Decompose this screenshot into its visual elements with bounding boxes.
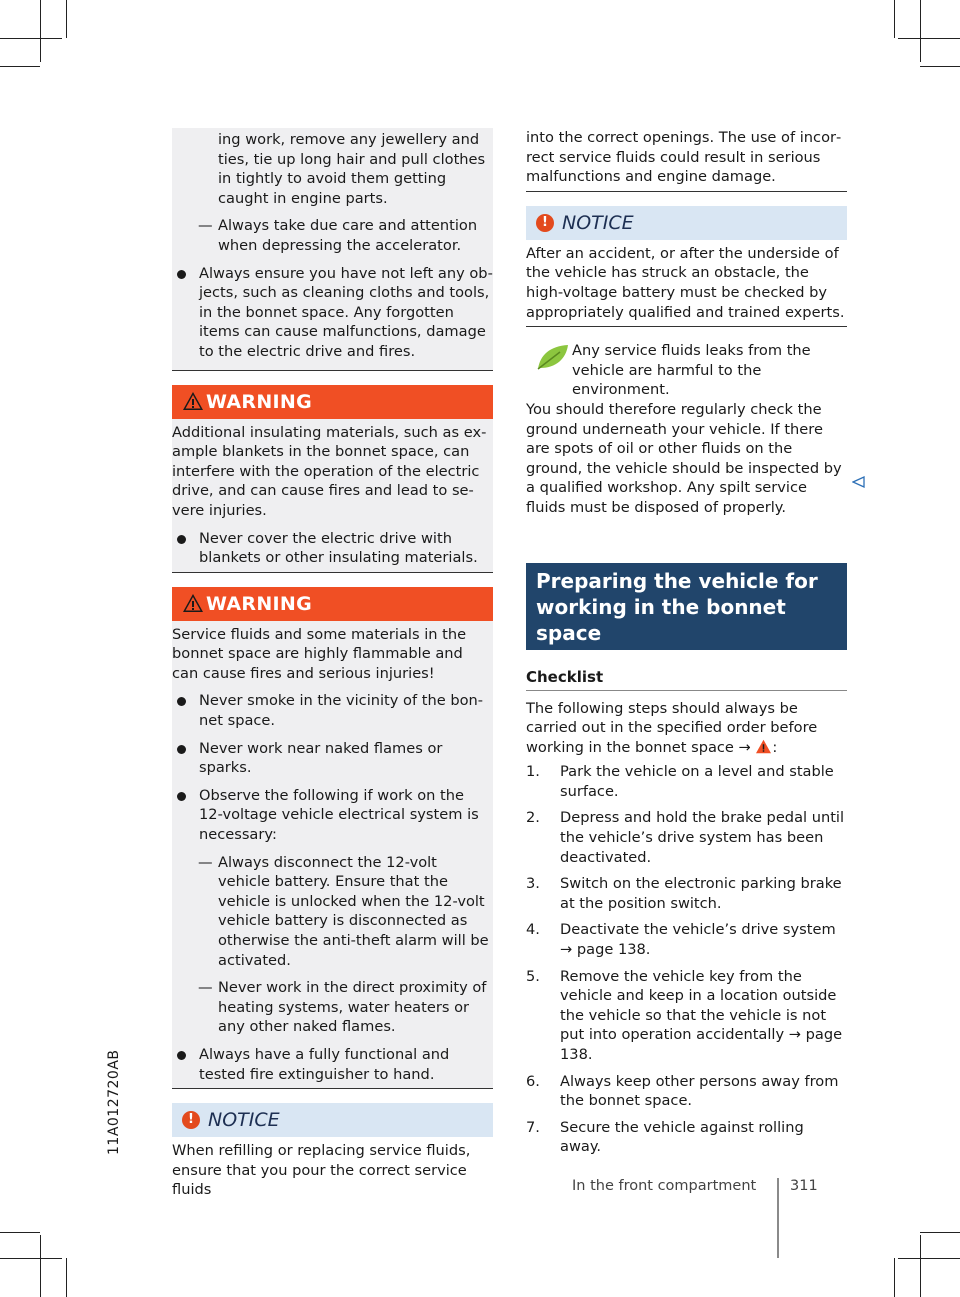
step-text: Switch on the electronic parking brake at the position switch.: [560, 875, 842, 912]
step-number: 1.: [526, 763, 540, 781]
crop-mark: [898, 38, 960, 39]
list-item: [526, 762, 847, 801]
dash-item-text: ing work, remove any jewellery and ties, tie up long hair and pull clothes in tightly to avoid them getting caught in engine parts.: [218, 131, 486, 207]
footer-section: In the front compartment: [572, 1178, 757, 1194]
crop-mark: [0, 66, 40, 67]
crop-mark: [894, 1258, 895, 1297]
warning-header: [172, 385, 493, 419]
bullet-item: [172, 691, 489, 730]
environment-lead: Any service fluids leaks from the vehicle are harmful to the environment.: [572, 342, 811, 399]
warning-body: [172, 419, 493, 572]
page-number: 311: [790, 1178, 818, 1194]
list-item: [526, 967, 847, 1065]
crop-mark: [920, 1232, 960, 1233]
dash-item: [172, 130, 493, 208]
dash-marker: —: [198, 217, 213, 235]
crop-mark: [920, 0, 921, 62]
safety-continuation-box: [172, 128, 493, 370]
bullet-icon: [177, 1051, 186, 1060]
bullet-item-text: Observe the following if work on the 12-voltage vehicle electrical system is necessary:: [199, 786, 479, 844]
crop-mark: [66, 1258, 67, 1297]
warning-text: Service fluids and some materials in the bonnet space are highly flammable and can cause fires and serious injuries!: [172, 625, 467, 682]
notice-title: NOTICE: [562, 211, 634, 234]
step-number: 6.: [526, 1072, 540, 1090]
divider: [172, 1088, 493, 1089]
bullet-icon: [177, 270, 186, 279]
bullet-item-text: Always ensure you have not left any objects, such as cleaning cloths and tools, in the bonnet space. Any forgotten items can cause malfunctions, damage to the electric drive and fires.: [199, 264, 493, 360]
crop-mark: [0, 1258, 62, 1259]
bullet-item: [172, 786, 489, 845]
list-item: [526, 1072, 847, 1111]
notice-header: [526, 206, 847, 240]
list-item: [526, 874, 847, 913]
bullet-item: [172, 264, 493, 362]
crop-mark: [898, 1258, 960, 1259]
reference-arrow: →: [738, 738, 751, 756]
warning-body: [172, 621, 493, 1088]
left-column: [172, 128, 493, 1200]
divider: [526, 326, 847, 327]
warning-title: WARNING: [206, 592, 313, 615]
bullet-item-text: Never cover the electric drive with blankets or other insulating materials.: [199, 529, 478, 567]
right-column: [526, 128, 847, 1157]
checklist-steps: [526, 762, 847, 1157]
warning-triangle-icon: [182, 593, 204, 613]
bullet-item: [172, 529, 489, 568]
dash-item-text: Always take due care and attention when depressing the accelerator.: [218, 217, 478, 254]
step-number: 3.: [526, 875, 540, 893]
step-number: 5.: [526, 967, 540, 985]
step-text: Depress and hold the brake pedal until the vehicle’s drive system has been deactivated.: [560, 809, 845, 866]
warning-text: Additional insulating materials, such as example blankets in the bonnet space, can interfere with the operation of the electric drive, and can cause fires and lead to severe injuries.: [172, 423, 487, 519]
notice-text: After an accident, or after the underside of the vehicle has struck an obstacle, the high-voltage battery must be checked by appropriately qualified and trained experts.: [526, 244, 845, 321]
divider: [526, 191, 847, 192]
bullet-icon: [177, 745, 186, 754]
environment-note: [526, 341, 847, 517]
warning-triangle-icon: [755, 739, 772, 754]
leaf-icon: [534, 343, 570, 371]
warning-header: [172, 587, 493, 621]
continue-triangle-icon: [852, 476, 866, 488]
crop-mark: [920, 66, 960, 67]
step-text: Deactivate the vehicle’s drive system → page 138.: [560, 921, 836, 959]
dash-marker: —: [198, 853, 213, 871]
step-text: Park the vehicle on a level and stable surface.: [560, 763, 834, 800]
document-code: 11A012720AB: [106, 1049, 122, 1155]
bullet-item: [172, 1045, 489, 1084]
dash-item-text: Always disconnect the 12-volt vehicle battery. Ensure that the vehicle is unlocked when the 12-volt vehicle battery is disconnected as otherwise the anti-theft alarm will be activated.: [218, 853, 489, 969]
crop-mark: [40, 1235, 41, 1297]
dash-item-text: Never work in the direct proximity of heating systems, water heaters or any other naked flames.: [218, 979, 487, 1036]
footer-divider: [777, 1178, 779, 1258]
crop-mark: [920, 1235, 921, 1297]
section-title: Preparing the vehicle for working in the bonnet space: [526, 563, 847, 650]
warning-title: WARNING: [206, 390, 313, 413]
step-text: Always keep other persons away from the bonnet space.: [560, 1072, 839, 1110]
intro-colon: :: [772, 738, 778, 756]
dash-marker: —: [198, 979, 213, 997]
step-number: 4.: [526, 921, 540, 939]
crop-mark: [0, 1232, 40, 1233]
bullet-icon: [177, 697, 186, 706]
notice-header: [172, 1103, 493, 1137]
bullet-item-text: Never smoke in the vicinity of the bonnet space.: [199, 692, 484, 730]
notice-title: NOTICE: [208, 1109, 280, 1132]
step-text: Secure the vehicle against rolling away.: [560, 1118, 804, 1156]
bullet-icon: [177, 792, 186, 801]
dash-item: [172, 978, 489, 1037]
crop-mark: [0, 38, 62, 39]
step-text: Remove the vehicle key from the vehicle and keep in a location outside the vehicle so that the vehicle is not put into operation accidentally → page 138.: [560, 967, 843, 1063]
crop-mark: [894, 0, 895, 38]
dash-item: [172, 216, 493, 255]
list-item: [526, 1118, 847, 1157]
bullet-item: [172, 739, 489, 778]
notice-continuation: into the correct openings. The use of incorrect service fluids could result in serious malfunctions and engine damage.: [526, 129, 842, 186]
checklist-heading: Checklist: [526, 667, 604, 686]
divider: [526, 690, 847, 691]
dash-item: [172, 853, 489, 971]
bullet-icon: [177, 535, 186, 544]
intro-text: The following steps should always be carried out in the specified order before working in the bonnet space: [526, 699, 818, 756]
exclamation-icon: !: [536, 214, 554, 232]
divider: [172, 572, 493, 573]
exclamation-icon: !: [182, 1111, 200, 1129]
step-number: 2.: [526, 809, 540, 827]
crop-mark: [66, 0, 67, 38]
list-item: [526, 808, 847, 867]
list-item: [526, 920, 847, 959]
step-number: 7.: [526, 1118, 540, 1136]
bullet-item-text: Never work near naked flames or sparks.: [199, 739, 443, 777]
warning-triangle-icon: [182, 391, 204, 411]
divider: [172, 370, 493, 371]
checklist-intro: [526, 699, 847, 758]
notice-text: When refilling or replacing service fluids, ensure that you pour the correct service fluids: [172, 1142, 471, 1199]
environment-text: You should therefore regularly check the ground underneath your vehicle. If there are spots of oil or other fluids on the ground, the vehicle should be inspected by a qualified workshop. Any spilt service fluids must be disposed of properly.: [526, 400, 842, 516]
crop-mark: [40, 0, 41, 62]
bullet-item-text: Always have a fully functional and tested fire extinguisher to hand.: [199, 1045, 450, 1083]
